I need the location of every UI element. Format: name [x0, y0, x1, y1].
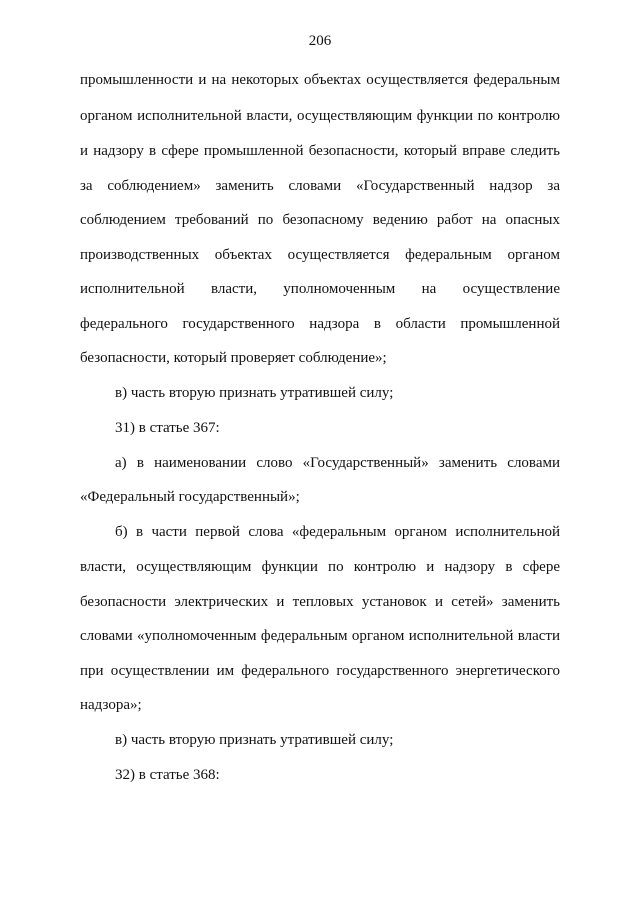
- page-number: 206: [308, 33, 332, 49]
- text-line: федерального государственного надзора в области промышленной: [80, 316, 560, 332]
- text-line: соблюдением требований по безопасному ведению работ на опасных: [80, 212, 560, 228]
- text-line: исполнительной власти, уполномоченным на осуществление: [80, 281, 560, 297]
- text-line: при осуществлении им федерального государственного энергетического: [80, 663, 560, 679]
- text-line: а) в наименовании слово «Государственный» заменить словами: [115, 455, 560, 471]
- text-line: производственных объектах осуществляется федеральным органом: [80, 247, 560, 263]
- text-line: надзора»;: [80, 697, 142, 713]
- text-line: за соблюдением» заменить словами «Государственный надзор за: [80, 178, 560, 194]
- text-line: в) часть вторую признать утратившей силу;: [115, 385, 394, 401]
- text-line: органом исполнительной власти, осуществляющим функции по контролю: [80, 108, 560, 124]
- text-line: б) в части первой слова «федеральным органом исполнительной: [115, 524, 560, 540]
- text-line: 32) в статье 368:: [115, 767, 220, 783]
- text-line: в) часть вторую признать утратившей силу;: [115, 732, 394, 748]
- text-line: власти, осуществляющим функции по контролю и надзору в сфере: [80, 559, 560, 575]
- text-line: и надзору в сфере промышленной безопасности, который вправе следить: [80, 143, 560, 159]
- text-line: безопасности, который проверяет соблюдение»;: [80, 350, 387, 366]
- text-line: «Федеральный государственный»;: [80, 489, 300, 505]
- text-line: словами «уполномоченным федеральным органом исполнительной власти: [80, 628, 560, 644]
- text-line: 31) в статье 367:: [115, 420, 220, 436]
- text-line: промышленности и на некоторых объектах осуществляется федеральным: [80, 72, 560, 88]
- text-line: безопасности электрических и тепловых установок и сетей» заменить: [80, 594, 560, 610]
